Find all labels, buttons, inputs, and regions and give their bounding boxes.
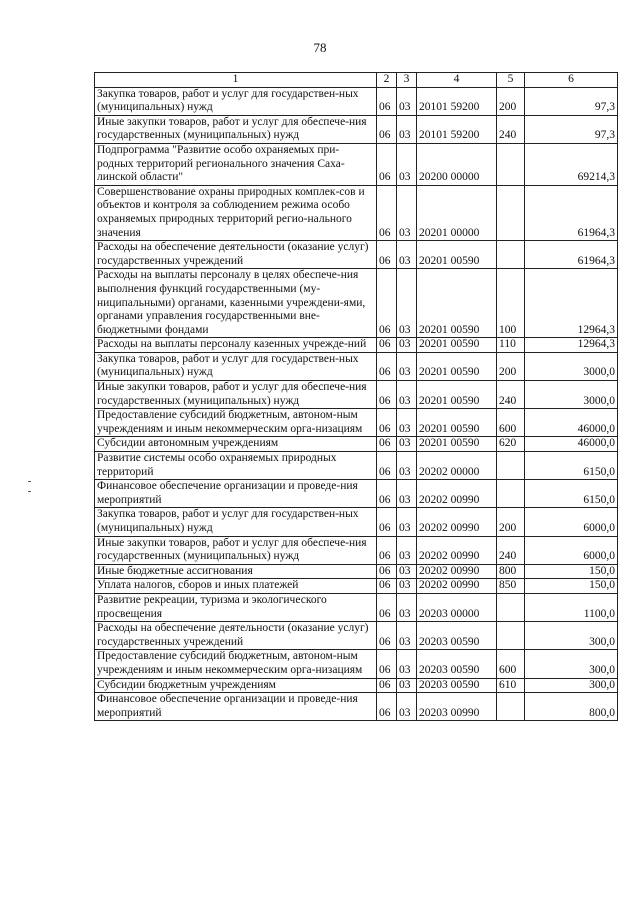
expense-type-cell: 200 — [497, 352, 525, 380]
item-name-cell: Закупка товаров, работ и услуг для государствен-ных (муниципальных) нужд — [95, 508, 377, 536]
expense-type-cell — [497, 185, 525, 240]
table-row — [95, 409, 618, 437]
expense-type-cell: 110 — [497, 338, 525, 353]
target-article-cell: 20201 00590 — [417, 352, 497, 380]
target-article-cell: 20201 00590 — [417, 338, 497, 353]
subsection-code-cell: 03 — [397, 269, 417, 338]
expense-type-cell — [497, 593, 525, 621]
expense-type-cell — [497, 143, 525, 185]
item-name-cell: Субсидии бюджетным учреждениям — [95, 678, 377, 693]
expense-type-cell — [497, 241, 525, 269]
section-code-cell: 06 — [377, 622, 397, 650]
item-name-cell: Иные закупки товаров, работ и услуг для обеспече-ния государственных (муниципальных) нужд — [95, 536, 377, 564]
header-row — [95, 73, 618, 88]
scan-mark — [28, 491, 31, 492]
item-name-cell: Совершенствование охраны природных комплек-сов и объектов и контроля за соблюдением режима особо охраняемых природных территорий регио-нального значения — [95, 185, 377, 240]
expense-type-cell: 600 — [497, 409, 525, 437]
table-row — [95, 241, 618, 269]
target-article-cell: 20201 00000 — [417, 185, 497, 240]
section-code-cell: 06 — [377, 338, 397, 353]
item-name-cell: Расходы на выплаты персоналу казенных учрежде-ний — [95, 338, 377, 353]
item-name-cell: Расходы на обеспечение деятельности (оказание услуг) государственных учреждений — [95, 622, 377, 650]
item-name-cell: Финансовое обеспечение организации и проведе-ния мероприятий — [95, 480, 377, 508]
subsection-code-cell: 03 — [397, 409, 417, 437]
target-article-cell: 20201 00590 — [417, 409, 497, 437]
subsection-code-cell: 03 — [397, 143, 417, 185]
table-row — [95, 87, 618, 115]
expense-type-cell: 240 — [497, 536, 525, 564]
table-row — [95, 508, 618, 536]
item-name-cell: Иные бюджетные ассигнования — [95, 564, 377, 579]
item-name-cell: Предоставление субсидий бюджетным, автоном-ным учреждениям и иным некоммерческим орга-низациям — [95, 409, 377, 437]
target-article-cell: 20203 00000 — [417, 593, 497, 621]
target-article-cell: 20202 00990 — [417, 564, 497, 579]
item-name-cell: Иные закупки товаров, работ и услуг для обеспече-ния государственных (муниципальных) нужд — [95, 381, 377, 409]
subsection-code-cell: 03 — [397, 381, 417, 409]
item-name-cell: Развитие системы особо охраняемых природных территорий — [95, 452, 377, 480]
item-name-cell: Подпрограмма "Развитие особо охраняемых при-родных территорий регионального значения Саха-линской области" — [95, 143, 377, 185]
section-code-cell: 06 — [377, 480, 397, 508]
table-row — [95, 536, 618, 564]
subsection-code-cell: 03 — [397, 564, 417, 579]
expense-type-cell: 240 — [497, 381, 525, 409]
header-col-1: 1 — [95, 73, 377, 88]
target-article-cell: 20202 00000 — [417, 452, 497, 480]
target-article-cell: 20202 00990 — [417, 536, 497, 564]
expense-type-cell — [497, 693, 525, 721]
target-article-cell: 20201 00590 — [417, 269, 497, 338]
item-name-cell: Развитие рекреации, туризма и экологического просвещения — [95, 593, 377, 621]
amount-cell: 46000,0 — [525, 409, 618, 437]
section-code-cell: 06 — [377, 437, 397, 452]
section-code-cell: 06 — [377, 693, 397, 721]
target-article-cell: 20202 00990 — [417, 579, 497, 594]
amount-cell: 6000,0 — [525, 508, 618, 536]
amount-cell: 300,0 — [525, 678, 618, 693]
amount-cell: 1100,0 — [525, 593, 618, 621]
subsection-code-cell: 03 — [397, 241, 417, 269]
header-col-5: 5 — [497, 73, 525, 88]
section-code-cell: 06 — [377, 241, 397, 269]
amount-cell: 6150,0 — [525, 480, 618, 508]
target-article-cell: 20202 00990 — [417, 508, 497, 536]
section-code-cell: 06 — [377, 115, 397, 143]
table-row — [95, 480, 618, 508]
expense-type-cell: 620 — [497, 437, 525, 452]
item-name-cell: Расходы на обеспечение деятельности (оказание услуг) государственных учреждений — [95, 241, 377, 269]
table-row — [95, 579, 618, 594]
subsection-code-cell: 03 — [397, 579, 417, 594]
section-code-cell: 06 — [377, 593, 397, 621]
item-name-cell: Расходы на выплаты персоналу в целях обеспече-ния выполнения функций государственными (му-ниципальными) органами, казенными учреждени-ями, органами управления государственными вне-бюджетными фондами — [95, 269, 377, 338]
subsection-code-cell: 03 — [397, 622, 417, 650]
table-row — [95, 381, 618, 409]
table-row — [95, 678, 618, 693]
subsection-code-cell: 03 — [397, 185, 417, 240]
amount-cell: 150,0 — [525, 564, 618, 579]
budget-table — [94, 72, 618, 721]
subsection-code-cell: 03 — [397, 452, 417, 480]
expense-type-cell: 200 — [497, 508, 525, 536]
target-article-cell: 20201 00590 — [417, 381, 497, 409]
amount-cell: 12964,3 — [525, 338, 618, 353]
page-number: 78 — [313, 40, 327, 55]
expense-type-cell — [497, 452, 525, 480]
header-col-4: 4 — [417, 73, 497, 88]
subsection-code-cell: 03 — [397, 508, 417, 536]
section-code-cell: 06 — [377, 269, 397, 338]
expense-type-cell — [497, 480, 525, 508]
table-row — [95, 143, 618, 185]
amount-cell: 800,0 — [525, 693, 618, 721]
target-article-cell: 20200 00000 — [417, 143, 497, 185]
section-code-cell: 06 — [377, 650, 397, 678]
subsection-code-cell: 03 — [397, 87, 417, 115]
section-code-cell: 06 — [377, 381, 397, 409]
target-article-cell: 20202 00990 — [417, 480, 497, 508]
item-name-cell: Финансовое обеспечение организации и проведе-ния мероприятий — [95, 693, 377, 721]
item-name-cell: Уплата налогов, сборов и иных платежей — [95, 579, 377, 594]
expense-type-cell: 800 — [497, 564, 525, 579]
expense-type-cell: 240 — [497, 115, 525, 143]
item-name-cell: Закупка товаров, работ и услуг для государствен-ных (муниципальных) нужд — [95, 87, 377, 115]
table-row — [95, 593, 618, 621]
expense-type-cell: 600 — [497, 650, 525, 678]
amount-cell: 97,3 — [525, 87, 618, 115]
table-row — [95, 352, 618, 380]
table-row — [95, 693, 618, 721]
target-article-cell: 20203 00590 — [417, 622, 497, 650]
amount-cell: 97,3 — [525, 115, 618, 143]
expense-type-cell: 200 — [497, 87, 525, 115]
section-code-cell: 06 — [377, 87, 397, 115]
section-code-cell: 06 — [377, 185, 397, 240]
expense-type-cell: 610 — [497, 678, 525, 693]
subsection-code-cell: 03 — [397, 650, 417, 678]
section-code-cell: 06 — [377, 678, 397, 693]
table-row — [95, 269, 618, 338]
item-name-cell: Субсидии автономным учреждениям — [95, 437, 377, 452]
amount-cell: 61964,3 — [525, 241, 618, 269]
amount-cell: 3000,0 — [525, 381, 618, 409]
target-article-cell: 20201 00590 — [417, 437, 497, 452]
amount-cell: 61964,3 — [525, 185, 618, 240]
amount-cell: 6150,0 — [525, 452, 618, 480]
amount-cell: 150,0 — [525, 579, 618, 594]
subsection-code-cell: 03 — [397, 115, 417, 143]
table-row — [95, 650, 618, 678]
header-col-2: 2 — [377, 73, 397, 88]
amount-cell: 12964,3 — [525, 269, 618, 338]
section-code-cell: 06 — [377, 564, 397, 579]
header-col-6: 6 — [525, 73, 618, 88]
item-name-cell: Предоставление субсидий бюджетным, автоном-ным учреждениям и иным некоммерческим орга-низациям — [95, 650, 377, 678]
subsection-code-cell: 03 — [397, 480, 417, 508]
amount-cell: 3000,0 — [525, 352, 618, 380]
table-body — [95, 87, 618, 721]
subsection-code-cell: 03 — [397, 678, 417, 693]
table-row — [95, 185, 618, 240]
target-article-cell: 20201 00590 — [417, 241, 497, 269]
target-article-cell: 20203 00990 — [417, 693, 497, 721]
subsection-code-cell: 03 — [397, 593, 417, 621]
section-code-cell: 06 — [377, 409, 397, 437]
section-code-cell: 06 — [377, 352, 397, 380]
table-header — [95, 73, 618, 88]
subsection-code-cell: 03 — [397, 338, 417, 353]
subsection-code-cell: 03 — [397, 437, 417, 452]
section-code-cell: 06 — [377, 452, 397, 480]
header-col-3: 3 — [397, 73, 417, 88]
expense-type-cell — [497, 622, 525, 650]
amount-cell: 46000,0 — [525, 437, 618, 452]
subsection-code-cell: 03 — [397, 352, 417, 380]
target-article-cell: 20101 59200 — [417, 115, 497, 143]
table-row — [95, 452, 618, 480]
amount-cell: 69214,3 — [525, 143, 618, 185]
target-article-cell: 20101 59200 — [417, 87, 497, 115]
section-code-cell: 06 — [377, 579, 397, 594]
scan-mark — [28, 481, 31, 482]
section-code-cell: 06 — [377, 143, 397, 185]
table-row — [95, 564, 618, 579]
table-row — [95, 622, 618, 650]
target-article-cell: 20203 00590 — [417, 650, 497, 678]
expense-type-cell: 850 — [497, 579, 525, 594]
amount-cell: 300,0 — [525, 650, 618, 678]
table-row — [95, 115, 618, 143]
subsection-code-cell: 03 — [397, 536, 417, 564]
subsection-code-cell: 03 — [397, 693, 417, 721]
item-name-cell: Закупка товаров, работ и услуг для государствен-ных (муниципальных) нужд — [95, 352, 377, 380]
expense-type-cell: 100 — [497, 269, 525, 338]
amount-cell: 300,0 — [525, 622, 618, 650]
section-code-cell: 06 — [377, 508, 397, 536]
target-article-cell: 20203 00590 — [417, 678, 497, 693]
table-row — [95, 338, 618, 353]
table-row — [95, 437, 618, 452]
item-name-cell: Иные закупки товаров, работ и услуг для обеспече-ния государственных (муниципальных) нужд — [95, 115, 377, 143]
amount-cell: 6000,0 — [525, 536, 618, 564]
section-code-cell: 06 — [377, 536, 397, 564]
